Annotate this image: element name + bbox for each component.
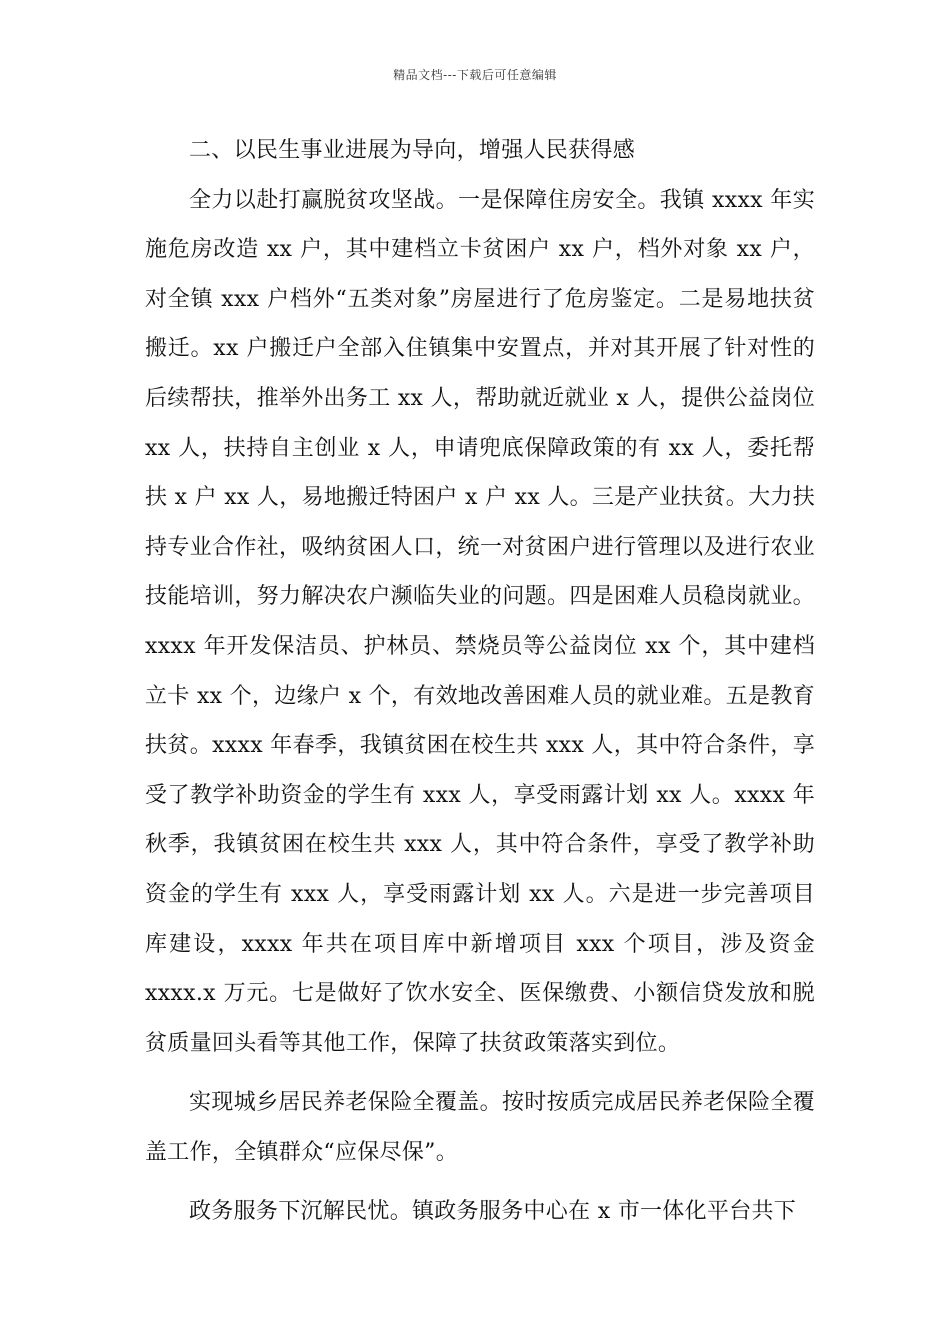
paragraph-government-services: 政务服务下沉解民忧。镇政务服务中心在 x 市一体化平台共下 [189, 1199, 797, 1225]
section-heading: 二、以民生事业进展为导向，增强人民获得感 [189, 138, 636, 163]
paragraph-pension-insurance: 实现城乡居民养老保险全覆盖。按时按质完成居民养老保险全覆盖工作，全镇群众“应保尽保”。 [145, 1090, 815, 1165]
page-header: 精品文档---下载后可任意编辑 [393, 68, 557, 82]
document-body [145, 126, 815, 1237]
paragraph-poverty-alleviation: 全力以赴打赢脱贫攻坚战。一是保障住房安全。我镇 xxxx 年实施危房改造 xx 户，其中建档立卡贫困户 xx 户，档外对象 xx 户，对全镇 xxx 户档外“五类对象”房屋进行了危房鉴定。二是易地扶贫搬迁。xx 户搬迁户全部入住镇集中安置点，并对其开展了针对性的后续帮扶，推举外出务工 xx 人，帮助就近就业 x 人，提供公益岗位 xx 人，扶持自主创业 x 人，申请兜底保障政策的有 xx 人，委托帮扶 x 户 xx 人，易地搬迁特困户 x 户 xx 人。三是产业扶贫。大力扶持专业合作社，吸纳贫困人口，统一对贫困户进行管理以及进行农业技能培训，努力解决农户濒临失业的问题。四是困难人员稳岗就业。xxxx 年开发保洁员、护林员、禁烧员等公益岗位 xx 个，其中建档立卡 xx 个，边缘户 x 个，有效地改善困难人员的就业难。五是教育扶贫。xxxx 年春季，我镇贫困在校生共 xxx 人，其中符合条件，享受了教学补助资金的学生有 xxx 人，享受雨露计划 xx 人。xxxx 年秋季，我镇贫困在校生共 xxx 人，其中符合条件，享受了教学补助资金的学生有 xxx 人，享受雨露计划 xx 人。六是进一步完善项目库建设，xxxx 年共在项目库中新增项目 xxx 个项目，涉及资金 xxxx.x 万元。七是做好了饮水安全、医保缴费、小额信贷发放和脱贫质量回头看等其他工作，保障了扶贫政策落实到位。 [145, 187, 815, 1056]
